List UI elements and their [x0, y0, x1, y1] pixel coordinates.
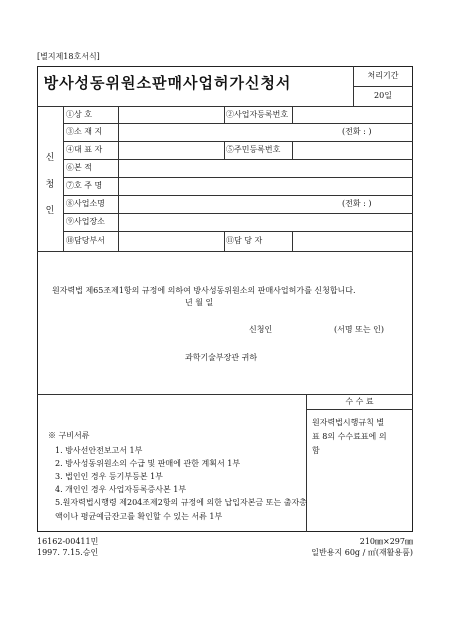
signature-note: (서명 또는 인): [334, 325, 384, 334]
document-item: 4. 개인인 경우 사업자등록증사본 1부: [55, 485, 187, 494]
divider: [224, 106, 225, 124]
field-business-reg-label: ②사업자등록번호: [226, 110, 289, 119]
divider: [63, 106, 64, 251]
document-item: 2. 방사성동위원소의 수급 및 판매에 관한 계획서 1부: [55, 459, 241, 468]
divider: [63, 141, 413, 142]
field-office-location-label: ⑨사업장소: [66, 217, 105, 226]
document-item: 1. 방사선안전보고서 1부: [55, 446, 143, 455]
divider: [37, 394, 413, 395]
divider: [306, 394, 307, 532]
divider: [37, 251, 413, 252]
applicant-signature-label: 신청인: [249, 325, 273, 334]
divider: [63, 123, 413, 124]
form-number: [별지제18호서식]: [37, 52, 100, 61]
processing-period-label: 처리기간: [367, 71, 399, 80]
field-office-phone: (전화 : ): [342, 199, 372, 208]
document-item: 3. 법인인 경우 등기부등본 1부: [55, 472, 163, 481]
divider: [224, 141, 225, 159]
applicant-label-1: 신: [45, 153, 55, 163]
field-person-in-charge-label: ⑪담 당 자: [226, 236, 263, 245]
divider: [292, 106, 293, 124]
field-name-label: ①상 호: [66, 110, 92, 119]
divider: [292, 141, 293, 159]
statement-date: 년 월 일: [185, 298, 214, 307]
field-head-office-label: ⑥본 적: [66, 163, 92, 172]
document-item: 5.원자력법시행령 제204조제2항의 규정에 의한 납입자본금 또는 출자총: [55, 498, 307, 507]
divider: [63, 195, 413, 196]
divider: [37, 106, 413, 107]
document-item: 액이나 평균예금잔고를 확인할 수 있는 서류 1부: [55, 512, 223, 521]
field-department-label: ⑩담당부서: [66, 236, 105, 245]
divider: [353, 86, 413, 87]
fee-line-2: 표 8의 수수료표에 의: [312, 432, 387, 441]
field-address-label: ③소 재 지: [66, 127, 103, 136]
field-address-phone: (전화 : ): [342, 127, 372, 136]
field-representative-label: ④대 표 자: [66, 145, 103, 154]
field-office-name-label: ⑧사업소명: [66, 199, 105, 208]
statement-text: 원자력법 제65조제1항의 규정에 의하여 방사성동위원소의 판매사업허가를 신청합니다.: [52, 286, 356, 295]
applicant-label-2: 청: [45, 180, 55, 190]
divider: [292, 231, 293, 251]
field-resident-reg-label: ⑤주민등록번호: [226, 145, 281, 154]
applicant-label-3: 인: [45, 206, 55, 216]
fee-header: 수 수 료: [345, 397, 374, 406]
field-home-address-label: ⑦호 주 명: [66, 181, 103, 190]
form-title: 방사성동위원소판매사업허가신청서: [43, 74, 292, 92]
divider: [118, 106, 119, 251]
divider: [224, 231, 225, 251]
processing-period-value: 20일: [374, 91, 392, 100]
fee-line-1: 원자력법시행규칙 별: [312, 418, 385, 427]
divider: [63, 231, 413, 232]
documents-header: ※ 구비서류: [48, 431, 90, 440]
divider: [306, 409, 413, 410]
footer-size: 210㎜×297㎜: [359, 537, 413, 546]
divider: [63, 159, 413, 160]
divider: [63, 213, 413, 214]
footer-paper: 일반용지 60g / ㎡(재활용품): [311, 548, 413, 557]
recipient: 과학기술부장관 귀하: [185, 353, 258, 362]
fee-line-3: 함: [312, 446, 320, 455]
footer-approval: 1997. 7.15.승인: [37, 548, 99, 557]
divider: [63, 177, 413, 178]
footer-code: 16162-00411민: [37, 537, 99, 546]
